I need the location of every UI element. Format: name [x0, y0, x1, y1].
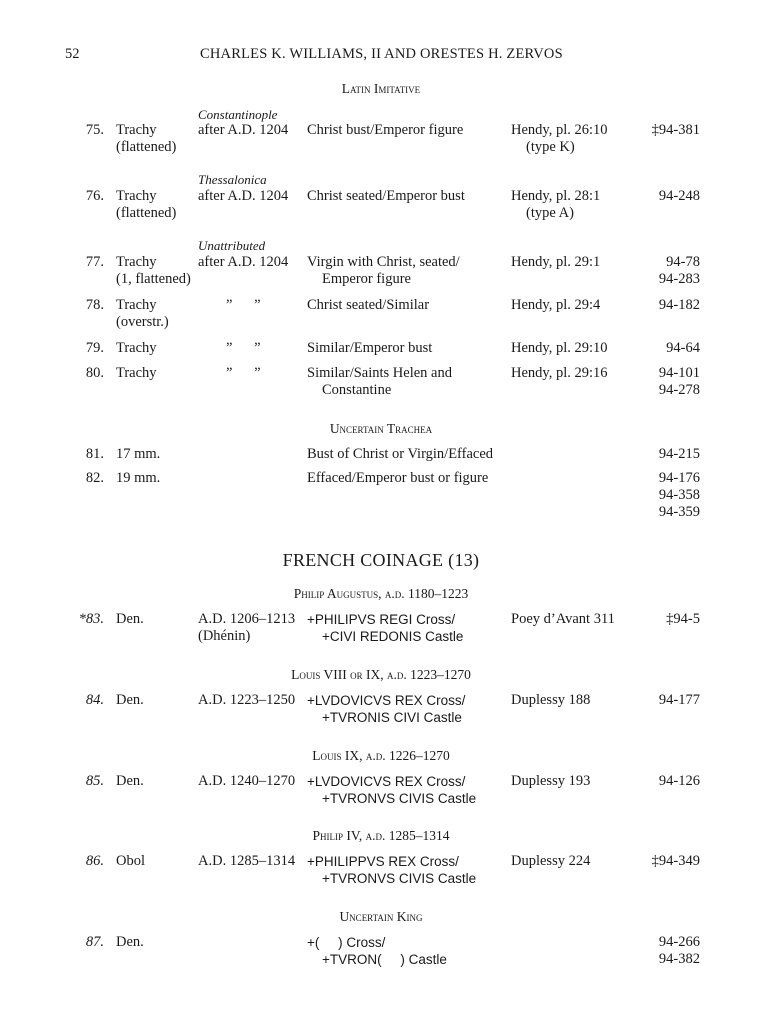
inventory-number: 94-101 94-278: [658, 365, 700, 398]
section-heading-uncertain-trachea: Uncertain Trachea: [329, 421, 433, 436]
coin-type: Trachy (overstr.): [116, 297, 169, 330]
inventory-number: 94-248: [658, 188, 700, 204]
section-heading-louis-viii-or-ix: Louis VIII or IX, a.d. 1223–1270: [291, 667, 471, 682]
coin-type: Trachy: [116, 365, 157, 381]
entry-number: 85.: [85, 773, 104, 789]
inventory-number: 94-64: [666, 340, 700, 356]
entry-number: *83.: [78, 611, 104, 627]
inventory-number: 94-266 94-382: [658, 934, 700, 967]
section-heading-louis-ix: Louis IX, a.d. 1226–1270: [312, 748, 450, 763]
coin-legend: +PHILIPVS REGI Cross/ +CIVI REDONIS Castle: [307, 612, 464, 644]
entry-number: 75.: [85, 122, 104, 138]
entry-number: 80.: [85, 365, 104, 381]
coin-type: Trachy (1, flattened): [116, 254, 191, 287]
coin-type: 19 mm.: [116, 470, 161, 486]
entry-number: 76.: [85, 188, 104, 204]
entry-number: 77.: [85, 254, 104, 270]
coin-reference: Hendy, pl. 29:16: [511, 365, 608, 381]
coin-date: after A.D. 1204: [198, 122, 289, 138]
coin-description: Christ seated/Emperor bust: [307, 188, 465, 204]
inventory-number: 94-176 94-358 94-359: [658, 470, 700, 520]
coin-description: Similar/Saints Helen and Constantine: [307, 365, 452, 398]
coin-reference: Hendy, pl. 26:10 (type K): [511, 122, 608, 155]
inventory-number: ‡94-349: [651, 853, 700, 869]
coin-date: A.D. 1240–1270: [198, 773, 296, 789]
coin-type: Den.: [116, 611, 144, 627]
coin-type: Trachy (flattened): [116, 122, 177, 155]
coin-reference: Duplessy 188: [511, 692, 591, 708]
coin-date: A.D. 1223–1250: [198, 692, 296, 708]
inventory-number: ‡94-381: [651, 122, 700, 138]
inventory-number: 94-78 94-283: [658, 254, 700, 287]
coin-legend: +( ) Cross/ +TVRON( ) Castle: [307, 935, 447, 967]
entry-number: 81.: [85, 446, 104, 462]
entry-number: 78.: [85, 297, 104, 313]
coin-reference: Poey d’Avant 311: [511, 611, 615, 627]
subheading-constantinople: Constantinople: [198, 107, 278, 122]
coin-reference: Hendy, pl. 29:4: [511, 297, 601, 313]
coin-description: Christ bust/Emperor figure: [307, 122, 464, 138]
coin-date: after A.D. 1204: [198, 188, 289, 204]
coin-description: Virgin with Christ, seated/ Emperor figure: [307, 254, 460, 287]
subheading-thessalonica: Thessalonica: [198, 172, 267, 187]
coin-type: Obol: [116, 853, 145, 869]
section-heading-philip-iv: Philip IV, a.d. 1285–1314: [312, 828, 450, 843]
coin-legend: +PHILIPPVS REX Cross/ +TVRONVS CIVIS Castle: [307, 854, 477, 886]
coin-reference: Hendy, pl. 28:1 (type A): [511, 188, 601, 221]
coin-type: Den.: [116, 934, 144, 950]
coin-reference: Hendy, pl. 29:10: [511, 340, 608, 356]
entry-number: 84.: [85, 692, 104, 708]
coin-date-ditto: ” ”: [226, 340, 261, 356]
running-head: CHARLES K. WILLIAMS, II AND ORESTES H. ZERVOS: [200, 46, 563, 62]
section-heading-french-coinage: FRENCH COINAGE (13): [282, 550, 480, 570]
inventory-number: ‡94-5: [666, 611, 700, 627]
coin-type: 17 mm.: [116, 446, 161, 462]
coin-description: Christ seated/Similar: [307, 297, 430, 313]
coin-reference: Hendy, pl. 29:1: [511, 254, 601, 270]
coin-date-ditto: ” ”: [226, 365, 261, 381]
coin-description: Effaced/Emperor bust or figure: [307, 470, 489, 486]
coin-legend: +LVDOVICVS REX Cross/ +TVRONIS CIVI Castle: [307, 693, 466, 725]
inventory-number: 94-126: [658, 773, 700, 789]
coin-date: A.D. 1206–1213 (Dhénin): [198, 611, 296, 644]
coin-type: Den.: [116, 692, 144, 708]
inventory-number: 94-215: [658, 446, 700, 462]
entry-number: 86.: [85, 853, 104, 869]
inventory-number: 94-182: [658, 297, 700, 313]
entry-number: 87.: [85, 934, 104, 950]
page-number: 52: [65, 46, 80, 62]
coin-type: Trachy: [116, 340, 157, 356]
coin-type: Trachy (flattened): [116, 188, 177, 221]
coin-reference: Duplessy 224: [511, 853, 591, 869]
entry-number: 79.: [85, 340, 104, 356]
inventory-number: 94-177: [658, 692, 700, 708]
page-header: [0, 46, 762, 66]
coin-date: A.D. 1285–1314: [198, 853, 296, 869]
section-heading-philip-augustus: Philip Augustus, a.d. 1180–1223: [293, 586, 469, 601]
coin-type: Den.: [116, 773, 144, 789]
coin-description: Bust of Christ or Virgin/Effaced: [307, 446, 494, 462]
entry-number: 82.: [85, 470, 104, 486]
coin-reference: Duplessy 193: [511, 773, 591, 789]
coin-date: after A.D. 1204: [198, 254, 289, 270]
section-heading-uncertain-king: Uncertain King: [339, 909, 423, 924]
section-heading-latin-imitative: Latin Imitative: [341, 81, 421, 96]
coin-date-ditto: ” ”: [226, 297, 261, 313]
subheading-unattributed: Unattributed: [198, 238, 266, 253]
coin-legend: +LVDOVICVS REX Cross/ +TVRONVS CIVIS Castle: [307, 774, 477, 806]
coin-description: Similar/Emperor bust: [307, 340, 433, 356]
